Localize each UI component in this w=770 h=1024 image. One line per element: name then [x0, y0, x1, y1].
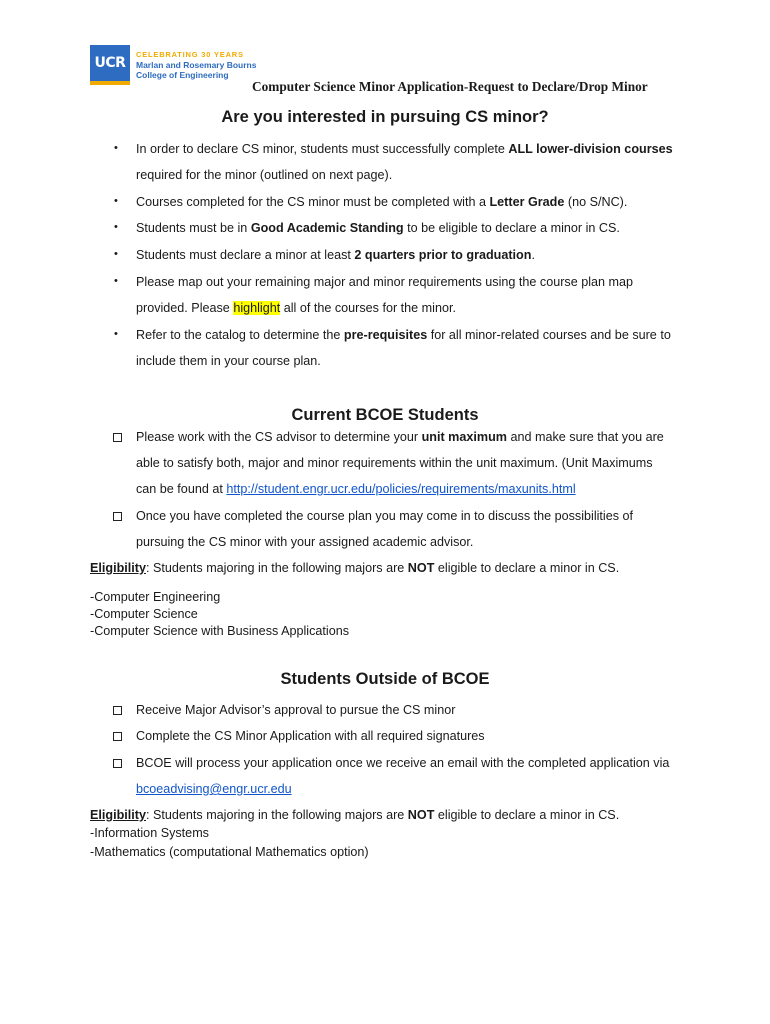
- text: all of the courses for the minor.: [280, 301, 456, 315]
- text: (no S/NC).: [564, 195, 628, 209]
- bullet-letter-grade: [136, 195, 627, 209]
- bullet-course-plan: Please map out your remaining major and minor requirements using the course plan map: [136, 275, 634, 289]
- text-bold: Letter Grade: [489, 195, 565, 209]
- text-bold: Good Academic Standing: [250, 221, 404, 235]
- text: and make sure that you are: [506, 430, 664, 444]
- ineligible-major: -Computer Science: [90, 607, 198, 621]
- bullet-lower-division: [136, 142, 673, 156]
- check-item-bcoe-process-line2: [136, 782, 292, 796]
- eligibility-label: Eligibility: [90, 561, 146, 575]
- text: Please work with the CS advisor to determine your: [136, 430, 422, 444]
- bullet-dot: •: [114, 275, 118, 287]
- checkbox-bcoe-process[interactable]: [113, 759, 122, 768]
- ineligible-major: -Computer Engineering: [90, 590, 221, 604]
- text: Refer to the catalog to determine the: [136, 328, 344, 342]
- check-item-unit-maximum-line2: able to satisfy both, major and minor requirements within the unit maximum. (Unit Maximums: [136, 456, 653, 470]
- logo-line-1: CELEBRATING 30 YEARS: [136, 50, 244, 59]
- text: : Students majoring in the following majors are: [145, 808, 408, 822]
- bullet-two-quarters: [136, 248, 535, 262]
- text: Students must declare a minor at least: [136, 248, 355, 262]
- ucr-logo: [90, 44, 256, 86]
- text: provided. Please: [136, 301, 234, 315]
- document-title: Computer Science Minor Application-Request to Declare/Drop Minor: [252, 79, 648, 94]
- maxunits-link[interactable]: http://student.engr.ucr.edu/policies/requirements/maxunits.html: [226, 482, 576, 496]
- ineligible-major: -Information Systems: [90, 826, 209, 840]
- text: for all minor-related courses and be sure to: [427, 328, 671, 342]
- text-bold: NOT: [407, 808, 435, 822]
- text: Courses completed for the CS minor must be completed with a: [136, 195, 490, 209]
- text: In order to declare CS minor, students must successfully complete: [136, 142, 509, 156]
- text-bold: ALL lower-division courses: [508, 142, 673, 156]
- ineligible-major: -Computer Science with Business Applications: [90, 624, 349, 638]
- checkbox-course-plan[interactable]: [113, 512, 122, 521]
- check-item-advisor-approval: Receive Major Advisor’s approval to pursue the CS minor: [136, 703, 456, 717]
- ineligible-major: -Mathematics (computational Mathematics option): [90, 845, 369, 859]
- text: to be eligible to declare a minor in CS.: [403, 221, 620, 235]
- bullet-dot: •: [114, 195, 118, 207]
- bullet-dot: •: [114, 142, 118, 154]
- bullet-dot: •: [114, 221, 118, 233]
- check-item-unit-maximum: [136, 430, 664, 444]
- bullet-lower-division-cont: required for the minor (outlined on next page).: [136, 168, 393, 182]
- bullet-academic-standing: [136, 221, 620, 235]
- text-bold: 2 quarters prior to graduation: [354, 248, 532, 262]
- logo-text: [136, 50, 256, 80]
- eligibility-bcoe: [90, 561, 619, 575]
- text-bold: pre-requisites: [343, 328, 428, 342]
- logo-line-2: Marlan and Rosemary Bourns: [136, 60, 257, 70]
- bcoe-advising-email-link[interactable]: bcoeadvising@engr.ucr.edu: [136, 782, 292, 796]
- checkbox-application[interactable]: [113, 732, 122, 741]
- text: eligible to declare a minor in CS.: [434, 561, 620, 575]
- bullet-prerequisites: [136, 328, 671, 342]
- checkbox-advisor-approval[interactable]: [113, 706, 122, 715]
- check-item-course-plan-line2: pursuing the CS minor with your assigned academic advisor.: [136, 535, 474, 549]
- text: can be found at: [136, 482, 227, 496]
- bullet-dot: •: [114, 248, 118, 260]
- check-item-unit-maximum-line3: [136, 482, 576, 496]
- checkbox-unit-maximum[interactable]: [113, 433, 122, 442]
- logo-line-3: College of Engineering: [136, 70, 229, 80]
- bullet-course-plan-cont: [136, 301, 456, 315]
- section-heading-bcoe: Current BCOE Students: [291, 406, 479, 424]
- section-heading-outside-bcoe: Students Outside of BCOE: [280, 670, 490, 688]
- section-heading-interest: Are you interested in pursuing CS minor?: [221, 108, 549, 126]
- bullet-prerequisites-cont: include them in your course plan.: [136, 354, 321, 368]
- text-bold: unit maximum: [421, 430, 507, 444]
- check-item-application: Complete the CS Minor Application with all required signatures: [136, 729, 485, 743]
- text: eligible to declare a minor in CS.: [434, 808, 620, 822]
- text: .: [531, 248, 535, 262]
- check-item-bcoe-process: BCOE will process your application once we receive an email with the completed application via: [136, 756, 670, 770]
- bullet-dot: •: [114, 328, 118, 340]
- ucr-logo-mark: UCR: [90, 45, 130, 85]
- text-bold: NOT: [407, 561, 435, 575]
- eligibility-label: Eligibility: [90, 808, 146, 822]
- check-item-course-plan: Once you have completed the course plan you may come in to discuss the possibilities of: [136, 509, 634, 523]
- highlighted-text: highlight: [233, 301, 281, 315]
- eligibility-outside: [90, 808, 619, 822]
- text: : Students majoring in the following majors are: [145, 561, 408, 575]
- text: Students must be in: [136, 221, 251, 235]
